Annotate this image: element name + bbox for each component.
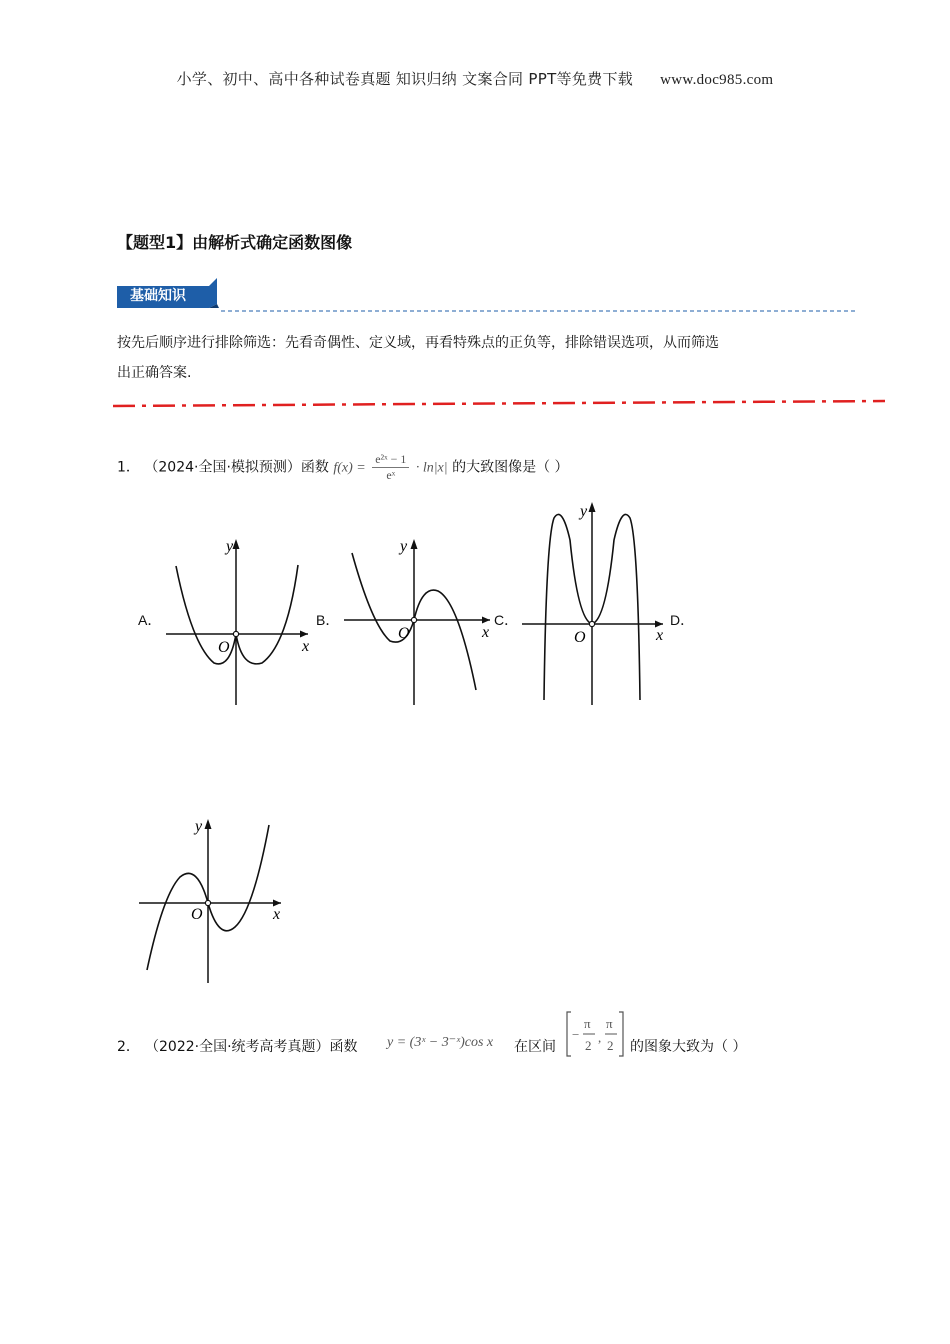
- option-b-label[interactable]: B．: [316, 612, 340, 628]
- graph-d: [135, 815, 290, 985]
- knowledge-line-2: 出正确答案.: [117, 365, 192, 381]
- badge-shape: [117, 278, 857, 318]
- q1-frac-den: eˣ: [386, 468, 396, 482]
- q1-func-suffix: · ln|x|: [415, 460, 448, 476]
- graph-d-x-label: x: [273, 906, 281, 923]
- q2-two-2: 2: [607, 1038, 614, 1053]
- q2-pi-1: π: [584, 1016, 591, 1031]
- q1-frac-num: e²ˣ − 1: [372, 452, 409, 468]
- option-a-label[interactable]: A．: [138, 612, 162, 628]
- q1-number: 1．: [117, 459, 140, 476]
- q1-fraction: [372, 452, 409, 483]
- knowledge-badge-bar: [117, 278, 857, 318]
- q2-func: y = (3ˣ − 3⁻ˣ)cos x: [387, 1035, 494, 1050]
- graph-d-origin: O: [191, 906, 203, 923]
- red-divider: [113, 398, 888, 412]
- knowledge-line-1: 按先后顺序进行排除筛选：先看奇偶性、定义域，再看特殊点的正负等，排除错误选项，从而筛选: [117, 335, 719, 351]
- graph-c-y-label: y: [580, 503, 588, 520]
- graph-b-origin: O: [398, 625, 410, 642]
- q2-pi-2: π: [606, 1016, 613, 1031]
- graph-c: [518, 500, 673, 710]
- q2-comma: ,: [598, 1030, 602, 1045]
- q1-source: （2024·全国·模拟预测）函数: [144, 459, 329, 476]
- option-d-label[interactable]: D．: [670, 612, 695, 628]
- page-header: [0, 68, 950, 89]
- graph-a-y-label: y: [226, 538, 234, 555]
- graph-c-origin: O: [574, 629, 586, 646]
- q2-two-1: 2: [585, 1038, 592, 1053]
- knowledge-text: [117, 328, 837, 388]
- q2-mid: 在区间: [514, 1039, 556, 1055]
- graph-b: [340, 535, 495, 710]
- q2-minus: −: [572, 1027, 580, 1042]
- graph-a: [162, 535, 317, 710]
- section-title: 【题型1】由解析式确定函数图像: [117, 233, 353, 252]
- question-1: [117, 452, 569, 483]
- graph-c-x-label: x: [656, 627, 664, 644]
- q2-interval: [565, 1010, 629, 1060]
- graph-b-y-label: y: [400, 538, 408, 555]
- q2-source: （2022·全国·统考高考真题）函数: [145, 1039, 358, 1055]
- header-url[interactable]: www.doc985.com: [660, 72, 774, 88]
- graph-d-y-label: y: [195, 818, 203, 835]
- option-c-label[interactable]: C．: [494, 612, 519, 628]
- graph-a-origin: O: [218, 639, 230, 656]
- q2-number: 2．: [117, 1039, 140, 1055]
- q2-tail: 的图象大致为（ ）: [630, 1039, 747, 1055]
- q1-tail: 的大致图像是（ ）: [452, 459, 569, 476]
- q1-func-prefix: f(x) =: [333, 460, 366, 476]
- graph-b-x-label: x: [482, 624, 490, 641]
- graph-a-x-label: x: [302, 638, 310, 655]
- header-text: 小学、初中、高中各种试卷真题 知识归纳 文案合同 PPT等免费下载: [176, 70, 634, 88]
- badge-label: 基础知识: [130, 288, 186, 304]
